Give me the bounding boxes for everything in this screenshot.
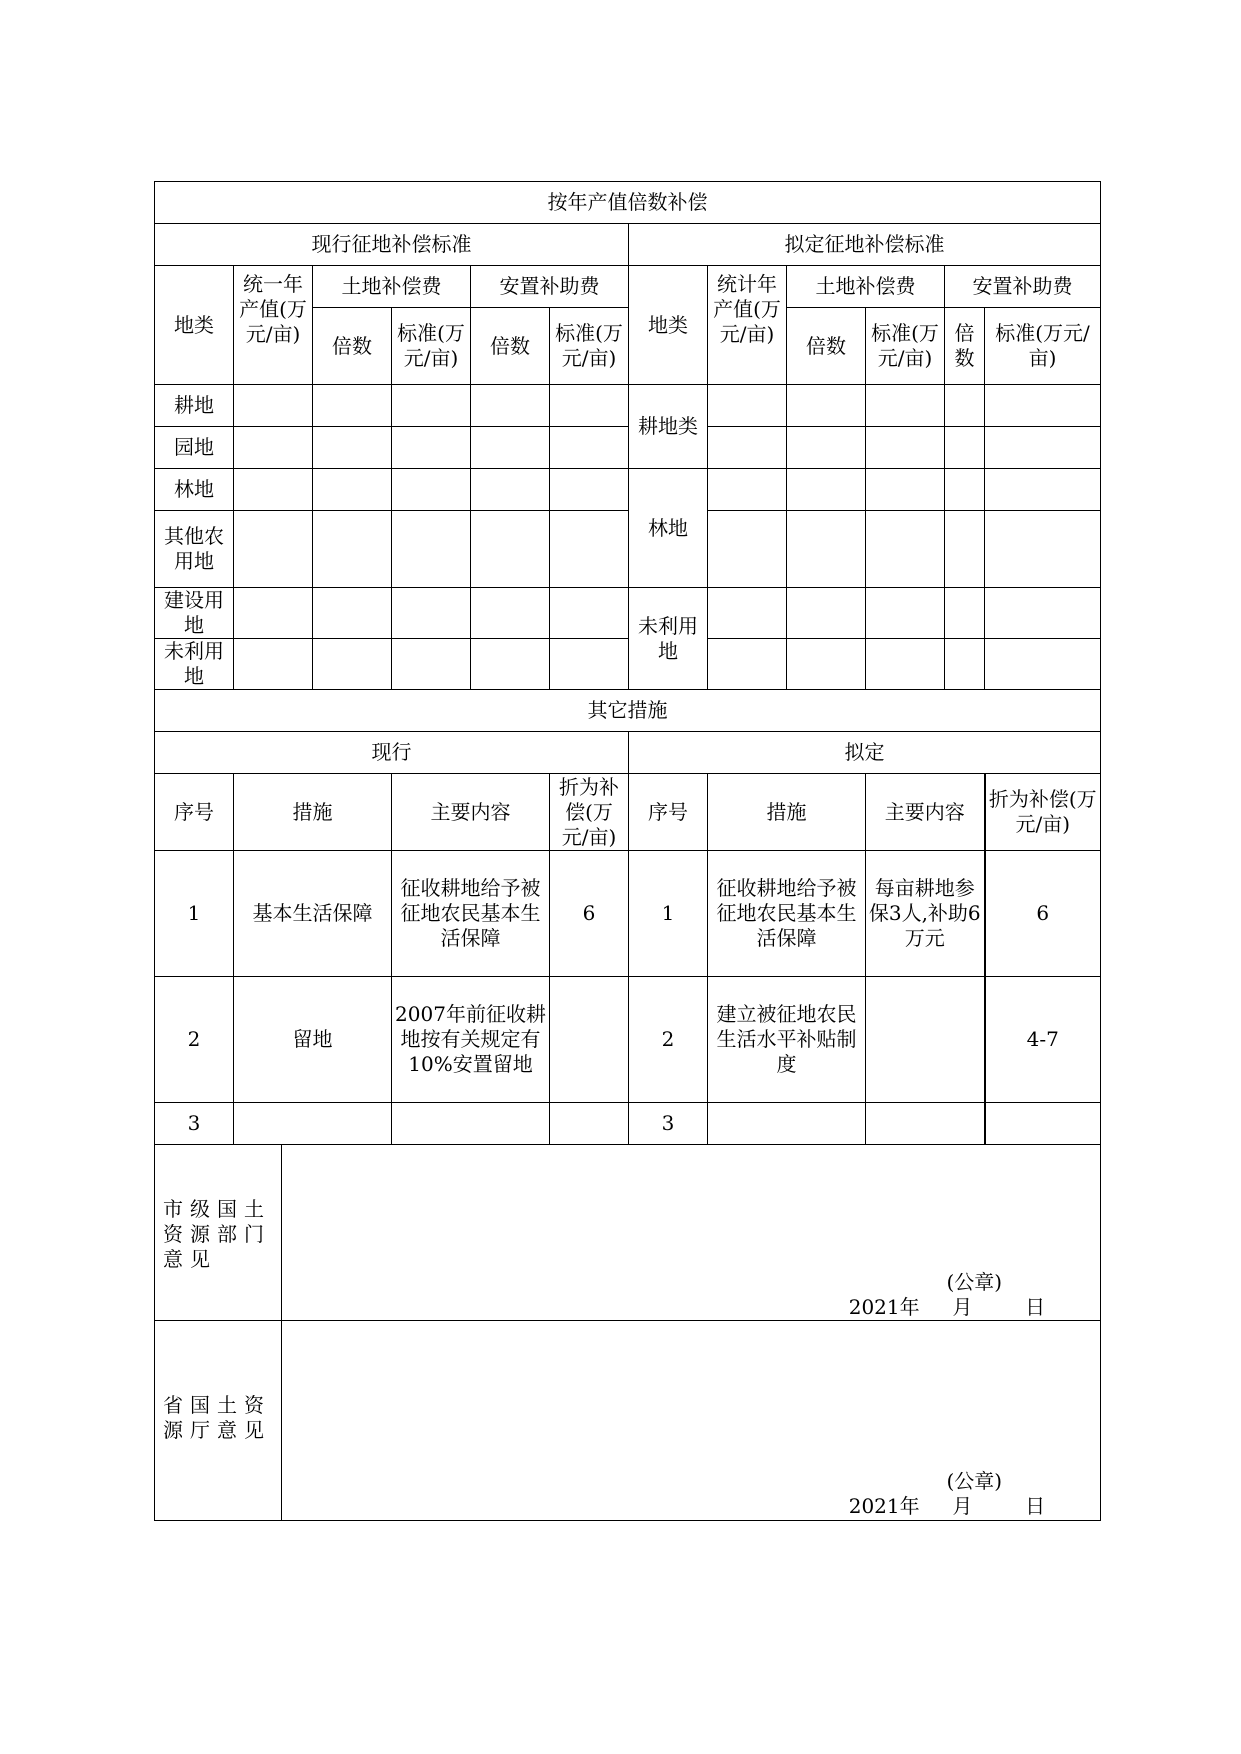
row-no: 2 <box>155 977 234 1103</box>
opinion-date <box>849 1295 1045 1320</box>
table-cell <box>787 588 866 639</box>
table-cell <box>392 385 471 427</box>
table-cell <box>708 427 787 469</box>
table-cell <box>985 469 1101 511</box>
land-row-label: 未利用地 <box>155 639 234 690</box>
col-standard: 标准(万元/亩) <box>392 308 471 385</box>
table-cell <box>392 427 471 469</box>
table-cell <box>392 469 471 511</box>
table-cell <box>945 385 985 427</box>
row-comp-proposed <box>985 1103 1101 1145</box>
col-unified-value: 统一年产值(万元/亩) <box>234 266 313 385</box>
table-cell <box>985 385 1101 427</box>
province-opinion-label <box>155 1321 282 1521</box>
col-measure: 措施 <box>234 774 392 851</box>
row-measure <box>234 1103 392 1145</box>
table-cell <box>471 511 550 588</box>
table-cell <box>313 588 392 639</box>
city-opinion-area[interactable] <box>282 1145 1101 1321</box>
row-content-proposed: 每亩耕地参保3人,补助6万元 <box>866 851 985 977</box>
section2-title: 其它措施 <box>155 690 1101 732</box>
col-land-type: 地类 <box>155 266 234 385</box>
col-comp: 折为补偿(万元/亩) <box>550 774 629 851</box>
row-no-proposed: 1 <box>629 851 708 977</box>
city-opinion-label <box>155 1145 282 1321</box>
col-standard: 标准(万元/亩) <box>985 308 1101 385</box>
province-opinion-label-text: 省国土资源厅意见 <box>163 1393 271 1442</box>
table-cell <box>234 511 313 588</box>
table-cell <box>787 469 866 511</box>
row-content: 征收耕地给予被征地农民基本生活保障 <box>392 851 550 977</box>
col-multiple: 倍数 <box>471 308 550 385</box>
table-cell <box>945 639 985 690</box>
table-cell <box>471 427 550 469</box>
table-cell <box>866 385 945 427</box>
table-cell <box>787 511 866 588</box>
city-opinion-label-text: 市级国土资源部门意见 <box>163 1197 271 1271</box>
col-land-comp-proposed: 土地补偿费 <box>787 266 945 308</box>
current-standard-header: 现行征地补偿标准 <box>155 224 629 266</box>
table-cell <box>945 511 985 588</box>
col-no-proposed: 序号 <box>629 774 708 851</box>
table-cell <box>985 639 1101 690</box>
table-cell <box>866 588 945 639</box>
row-comp <box>550 977 629 1103</box>
official-seal: (公章) <box>946 1270 1003 1294</box>
table-cell <box>708 511 787 588</box>
land-row-label: 林地 <box>155 469 234 511</box>
province-opinion-area[interactable] <box>282 1321 1101 1521</box>
col-multiple: 倍数 <box>945 308 985 385</box>
col-content: 主要内容 <box>392 774 550 851</box>
table-cell <box>866 511 945 588</box>
table-cell <box>550 427 629 469</box>
row-comp-proposed: 4-7 <box>985 977 1101 1103</box>
row-measure-proposed <box>708 1103 866 1145</box>
col-land-comp: 土地补偿费 <box>313 266 471 308</box>
row-no-proposed: 2 <box>629 977 708 1103</box>
row-content <box>392 1103 550 1145</box>
table-cell <box>313 511 392 588</box>
date-month: 月 <box>952 1494 973 1518</box>
table-cell <box>866 427 945 469</box>
table-cell <box>985 427 1101 469</box>
table-cell <box>708 639 787 690</box>
table-cell <box>787 427 866 469</box>
table-cell <box>313 639 392 690</box>
table-cell <box>550 469 629 511</box>
row-measure-proposed: 征收耕地给予被征地农民基本生活保障 <box>708 851 866 977</box>
land-row-label: 耕地 <box>155 385 234 427</box>
table-cell <box>985 511 1101 588</box>
official-seal: (公章) <box>946 1469 1003 1493</box>
col-land-type-proposed: 地类 <box>629 266 708 385</box>
table-cell <box>550 639 629 690</box>
land-row-label: 建设用地 <box>155 588 234 639</box>
table-cell <box>471 469 550 511</box>
date-month: 月 <box>952 1295 973 1319</box>
opinion-date <box>849 1494 1045 1519</box>
table-cell <box>471 588 550 639</box>
land-row-label: 园地 <box>155 427 234 469</box>
table-cell <box>945 427 985 469</box>
col-resettle: 安置补助费 <box>471 266 629 308</box>
row-comp-proposed: 6 <box>985 851 1101 977</box>
table-cell <box>550 588 629 639</box>
section1-title: 按年产值倍数补偿 <box>155 182 1101 224</box>
table-cell <box>708 385 787 427</box>
land-row-label-proposed: 未利用地 <box>629 588 708 690</box>
row-comp: 6 <box>550 851 629 977</box>
col-measure-proposed: 措施 <box>708 774 866 851</box>
table-cell <box>234 427 313 469</box>
compensation-form <box>154 181 1099 1521</box>
other-current-header: 现行 <box>155 732 629 774</box>
table-cell <box>550 511 629 588</box>
col-multiple: 倍数 <box>313 308 392 385</box>
row-content-proposed <box>866 977 985 1103</box>
land-row-label-proposed: 耕地类 <box>629 385 708 469</box>
table-cell <box>313 469 392 511</box>
compensation-table <box>154 181 1101 1521</box>
date-year: 2021年 <box>848 1295 920 1319</box>
table-cell <box>866 639 945 690</box>
table-cell <box>708 588 787 639</box>
table-cell <box>471 385 550 427</box>
table-cell <box>234 469 313 511</box>
row-content-proposed <box>866 1103 985 1145</box>
row-measure: 留地 <box>234 977 392 1103</box>
col-stat-value: 统计年产值(万元/亩) <box>708 266 787 385</box>
table-cell <box>234 639 313 690</box>
col-standard: 标准(万元/亩) <box>866 308 945 385</box>
date-year: 2021年 <box>848 1494 920 1518</box>
table-cell <box>708 469 787 511</box>
proposed-standard-header: 拟定征地补偿标准 <box>629 224 1101 266</box>
row-measure: 基本生活保障 <box>234 851 392 977</box>
table-cell <box>550 385 629 427</box>
table-cell <box>787 385 866 427</box>
col-resettle-proposed: 安置补助费 <box>945 266 1101 308</box>
table-cell <box>945 469 985 511</box>
table-cell <box>234 588 313 639</box>
row-comp <box>550 1103 629 1145</box>
date-day: 日 <box>1025 1494 1046 1518</box>
table-cell <box>234 385 313 427</box>
row-content: 2007年前征收耕地按有关规定有10%安置留地 <box>392 977 550 1103</box>
table-cell <box>787 639 866 690</box>
row-measure-proposed: 建立被征地农民生活水平补贴制度 <box>708 977 866 1103</box>
col-comp-proposed: 折为补偿(万元/亩) <box>985 774 1101 851</box>
col-multiple: 倍数 <box>787 308 866 385</box>
col-standard: 标准(万元/亩) <box>550 308 629 385</box>
table-cell <box>392 639 471 690</box>
row-no-proposed: 3 <box>629 1103 708 1145</box>
land-row-label: 其他农用地 <box>155 511 234 588</box>
col-content-proposed: 主要内容 <box>866 774 985 851</box>
table-cell <box>313 427 392 469</box>
land-row-label-proposed: 林地 <box>629 469 708 588</box>
col-no: 序号 <box>155 774 234 851</box>
table-cell <box>392 511 471 588</box>
table-cell <box>866 469 945 511</box>
table-cell <box>313 385 392 427</box>
table-cell <box>392 588 471 639</box>
table-cell <box>945 588 985 639</box>
table-cell <box>985 588 1101 639</box>
other-proposed-header: 拟定 <box>629 732 1101 774</box>
date-day: 日 <box>1025 1295 1046 1319</box>
table-cell <box>471 639 550 690</box>
row-no: 1 <box>155 851 234 977</box>
row-no: 3 <box>155 1103 234 1145</box>
